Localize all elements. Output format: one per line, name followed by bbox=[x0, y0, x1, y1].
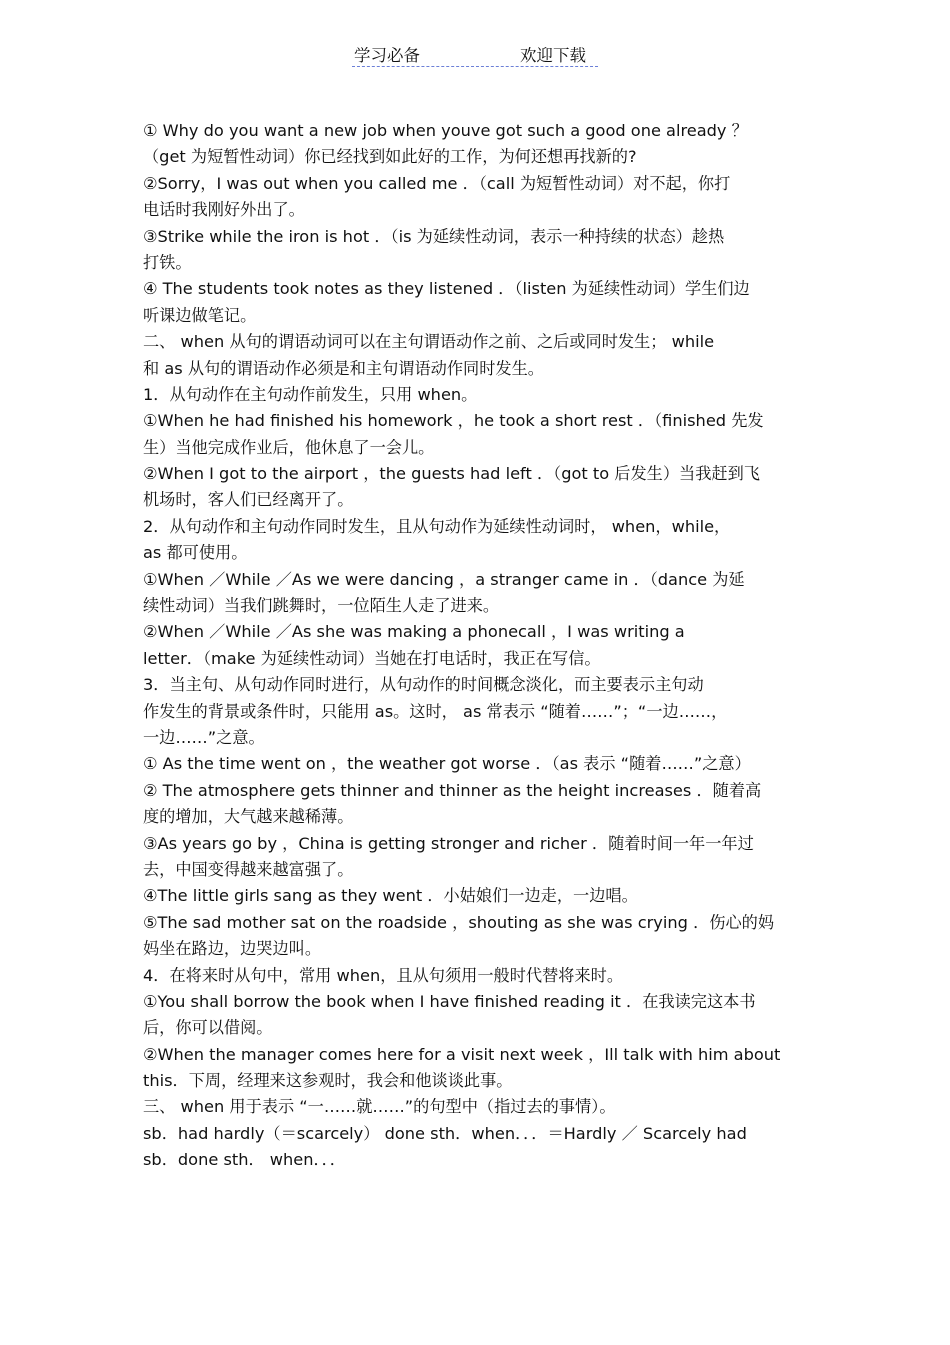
text-line: ①When ／While ／As we were dancing ，a stranger came in ．（dance 为延 bbox=[143, 569, 745, 589]
text-line: ⑤The sad mother sat on the roadside ，shouting as she was crying ．伤心的妈 bbox=[143, 912, 775, 932]
section-heading-3: 三、 when 用于表示 “一……就……”的句型中（指过去的事情）。 bbox=[143, 1097, 616, 1117]
text-line: as 都可使用。 bbox=[143, 543, 248, 563]
text-line: ①You shall borrow the book when I have finished reading it ．在我读完这本书 bbox=[143, 991, 756, 1011]
text-line: 机场时，客人们已经离开了。 bbox=[143, 490, 354, 510]
text-line: sb．had hardly（＝scarcely） done sth．when．．．＝Hardly ／ Scarcely had bbox=[143, 1123, 747, 1143]
text-line: ②Sorry，I was out when you called me ．（call 为短暂性动词）对不起，你打 bbox=[143, 173, 731, 193]
subheading-1: 1．从句动作在主句动作前发生，只用 when。 bbox=[143, 384, 478, 404]
text-line: sb．done sth． when．．． bbox=[143, 1150, 346, 1170]
document-body bbox=[143, 118, 808, 1174]
text-line: 生）当他完成作业后，他休息了一会儿。 bbox=[143, 437, 435, 457]
text-line: this．下周，经理来这参观时，我会和他谈谈此事。 bbox=[143, 1071, 513, 1091]
text-line: ② The atmosphere gets thinner and thinner as the height increases ．随着高 bbox=[143, 780, 762, 800]
text-line: ④The little girls sang as they went ．小姑娘们一边走，一边唱。 bbox=[143, 886, 638, 906]
text-line: letter．（make 为延续性动词）当她在打电话时，我正在写信。 bbox=[143, 648, 601, 668]
text-line: 听课边做笔记。 bbox=[143, 305, 257, 325]
text-line: 后，你可以借阅。 bbox=[143, 1018, 273, 1038]
subheading-3: 3．当主句、从句动作同时进行，从句动作的时间概念淡化，而主要表示主句动 bbox=[143, 675, 704, 695]
text-line: ① As the time went on ，the weather got worse ．（as 表示 “随着……”之意） bbox=[143, 754, 751, 774]
text-line: 作发生的背景或条件时，只能用 as。这时， as 常表示 “随着……”；“一边……， bbox=[143, 701, 728, 721]
subheading-2: 2．从句动作和主句动作同时发生，且从句动作为延续性动词时， when，while， bbox=[143, 516, 731, 536]
text-line: 一边……”之意。 bbox=[143, 727, 265, 747]
text-line: ③Strike while the iron is hot ．（is 为延续性动词，表示一种持续的状态）趁热 bbox=[143, 226, 725, 246]
text-line: ①When he had finished his homework ，he took a short rest ．（finished 先发 bbox=[143, 411, 764, 431]
text-line: ③As years go by ，China is getting stronger and richer ．随着时间一年一年过 bbox=[143, 833, 754, 853]
text-line: 续性动词）当我们跳舞时，一位陌生人走了进来。 bbox=[143, 596, 500, 616]
text-line: ④ The students took notes as they listened ．（listen 为延续性动词）学生们边 bbox=[143, 279, 750, 299]
text-line: ① Why do you want a new job when youve got such a good one already ？ bbox=[143, 121, 748, 140]
text-line: 打铁。 bbox=[143, 252, 192, 272]
header-left-text: 学习必备 bbox=[354, 46, 420, 65]
section-heading-2: 二、 when 从句的谓语动词可以在主句谓语动作之前、之后或同时发生； while bbox=[143, 332, 715, 352]
text-line: 电话时我刚好外出了。 bbox=[143, 200, 305, 220]
text-line: 去，中国变得越来越富强了。 bbox=[143, 859, 354, 879]
text-line: 度的增加，大气越来越稀薄。 bbox=[143, 807, 354, 827]
page-header bbox=[352, 40, 598, 67]
text-line: 和 as 从句的谓语动作必须是和主句谓语动作同时发生。 bbox=[143, 358, 544, 378]
text-line: 妈坐在路边，边哭边叫。 bbox=[143, 939, 322, 959]
subheading-4: 4．在将来时从句中，常用 when，且从句须用一般时代替将来时。 bbox=[143, 965, 624, 985]
text-line: ②When the manager comes here for a visit next week ，Ill talk with him about bbox=[143, 1044, 781, 1064]
header-right-text: 欢迎下载 bbox=[520, 46, 586, 65]
text-line: （get 为短暂性动词）你已经找到如此好的工作，为何还想再找新的? bbox=[143, 147, 637, 167]
text-line: ②When I got to the airport ，the guests had left ．（got to 后发生）当我赶到飞 bbox=[143, 464, 760, 484]
text-line: ②When ／While ／As she was making a phonecall ，I was writing a bbox=[143, 622, 685, 642]
